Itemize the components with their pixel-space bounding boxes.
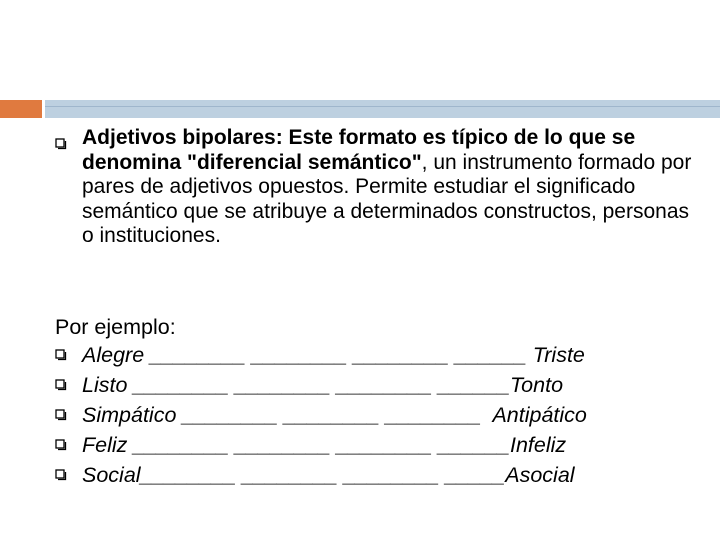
square-bullet-icon [55,349,67,361]
example-item: Social________ ________ ________ _____Asocial [82,463,575,487]
square-bullet-icon [55,469,67,481]
paragraph-bold-text: Adjetivos bipolares: Este formato es típico de lo que se denomina "diferencial semántico" [82,126,636,174]
examples-heading: Por ejemplo: [55,315,176,339]
example-item: Alegre ________ ________ ________ ______ Triste [82,343,585,367]
example-item: Listo ________ ________ ________ ______Tonto [82,373,564,397]
square-bullet-icon [55,379,67,391]
example-item: Feliz ________ ________ ________ ______Infeliz [82,433,567,457]
header-rule [45,100,720,118]
paragraph-text: , un instrumento formado por pares de adjetivos opuestos. Permite estudiar el significado semántico que se atribuye a determinados constructos, personas o instituciones. [82,150,692,247]
square-bullet-icon [55,439,67,451]
square-bullet-icon [55,138,67,150]
accent-bar [0,100,42,118]
example-item: Simpático ________ ________ ________ Antipático [82,403,587,427]
description-paragraph [82,126,697,249]
square-bullet-icon [55,409,67,421]
